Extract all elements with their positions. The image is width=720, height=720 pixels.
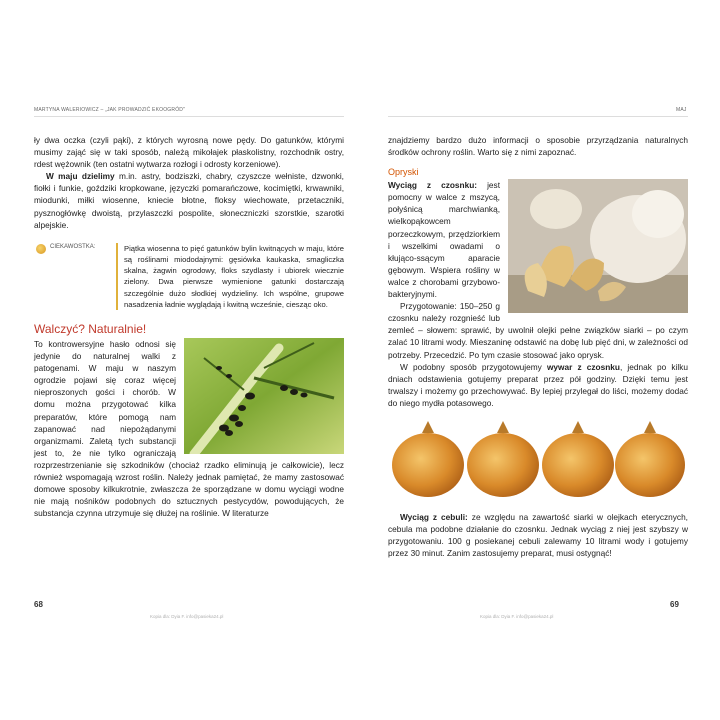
aphids-photo (184, 338, 344, 454)
tip-label (36, 243, 116, 310)
page-number-left: 68 (34, 600, 43, 609)
right-paragraph-1: znajdziemy bardzo dużo informacji o sposobie przyrządzania naturalnych środków ochrony roślin. Warto się z nimi zapoznać. (388, 135, 688, 158)
tip-box (36, 243, 344, 310)
left-paragraph-2 (34, 170, 344, 230)
right-paragraph-2-bold: Wyciąg z czosnku: (388, 180, 478, 191)
right-paragraph-3: Przygotowanie: 150–250 g czosnku należy rozgnieść lub zemleć – słowem: sprawić, by uwolnił olejki pełne związków siarki – po czym zalać 10 litrami wody. Mieszaninę odstawić na dobę lub pięć dni, w zależności od potrzeby. Przecedzić. Po tym czasie stosować jako oprysk. (388, 301, 688, 360)
tip-label-text: CIEKAWOSTKA: (50, 243, 96, 250)
right-paragraph-5-bold: Wyciąg z cebuli: (400, 511, 468, 522)
running-head-left: MARTYNA WALERIOWICZ – „JAK PROWADZIĆ EKOOGRÓD" (34, 107, 186, 113)
right-paragraph-4 (388, 361, 688, 409)
globe-icon (36, 244, 46, 254)
tip-text: Piątka wiosenna to pięć gatunków bylin kwitnących w maju, które są roślinami miododajnymi: gęsiówka kaukaska, smagliczka skalna, żagwin ogrodowy, floks szydlasty i ubiorek wiecznie zielony. Dwa pierwsze wymienione gatunki dostarczają szczególnie dużo słodkiej wydzieliny. Ich wspólne, grupowe nasadzenia ładnie wyglądają i kwitną wcześnie, ciesząc oko. (124, 243, 344, 309)
running-head-right: MAJ (676, 107, 687, 113)
left-paragraph-3: To kontrowersyjne hasło odnosi się jedynie do naturalnej walki z patogenami. W maju w naszym ogrodzie pojawi się coraz więcej nieproszonych gości i chorób. W domu można przygotować kilka preparatów, które pomogą nam zapanować nad niepożądanymi organizmami. Zaletą tych substancji jest to, że nie tylko ograniczają rozprzestrzenianie się szkodników (chociaż rzadko eliminują je całkowicie), lecz również wspomagają wzrost roślin. Należy jednak pamiętać, że mamy zastosować domowe sposoby kilkukrotnie, zwłaszcza że sporządzane w domu wyciągi wodne nie mają nośników podobnych do sztucznych pestycydów, powodujących, że substancja czynna utrzymuje się dłużej na roślinie. W literaturze (34, 338, 344, 519)
right-page-body (388, 134, 688, 654)
right-paragraph-2-text: jest pomocny w walce z mszycą, połyśnicą marchwianką, wielkopąkowcem porzeczkowym, przędziorkiem i wszelkimi owadami o kłująco-ssącym aparacie gębowym. Wspiera rośliny w walce z chorobami grzybowo-bakteryjnymi. (388, 180, 500, 300)
subheading-opryski: Opryski (388, 167, 419, 178)
tip-body (116, 243, 344, 310)
right-paragraph-4-text-b: , jednak po kilku dniach odstawienia gotujemy preparat przez pół godziny. Dzięki temu jest trwalszy i możemy go przechowywać. By lepiej przylegał do liści, możemy dodać do niego mydła potasowego. (388, 361, 689, 408)
right-paragraph-4-text-a: W podobny sposób przygotowujemy (400, 361, 547, 372)
header-rule-right (388, 116, 688, 117)
right-paragraph-5-text: ze względu na zawartość siarki w olejkach eterycznych, cebula ma podobne działanie do czosnku. Jednak wyciąg z niej jest szybszy w przygotowaniu. 100 g posiekanej cebuli zalewamy 10 litrami wody i gotujemy przez 30 minut. Zanim zastosujemy preparat, musi ostygnąć! (388, 511, 688, 559)
page-number-right: 69 (670, 600, 679, 609)
header-rule-left (34, 116, 344, 117)
footer-left: Kopia dla: Dyia F. info@pasieka24.pl (150, 614, 224, 619)
right-paragraph-5 (388, 511, 688, 559)
section-heading: Walczyć? Naturalnie! (34, 321, 147, 336)
left-page-body (34, 134, 344, 654)
garlic-photo (508, 179, 688, 313)
left-paragraph-1: ły dwa oczka (czyli pąki), z których wyrosną nowe pędy. Do gatunków, którymi musimy zająć się w taki sposób, należą mikołajek płaskolistny, rozchodnik ostry, rdest wężownik (ten ostatni wytwarza rozłogi i odrosty korzeniowe). (34, 135, 344, 170)
footer-right: Kopia dla: Dyia F. info@pasieka24.pl (480, 614, 554, 619)
right-paragraph-4-bold: wywar z czosnku (546, 361, 620, 372)
left-paragraph-2-bold: W maju dzielimy (46, 171, 115, 182)
onions-photo (388, 417, 688, 501)
left-paragraph-2-text: m.in. astry, bodziszki, chabry, czyszcze wełniste, dzwonki, fiołki i funkie, goździki kropkowane, języczki pomarańczowe, kocimiętki, krwawniki, miodunki, miłki wiosenne, kniecie błotne, floksy wiechowate, przetaczniki, pysznogłówkę dwoistą, przylaszczki pospolite, słoneczniczki szorstkie, szarotki alpejskie. (34, 171, 344, 230)
